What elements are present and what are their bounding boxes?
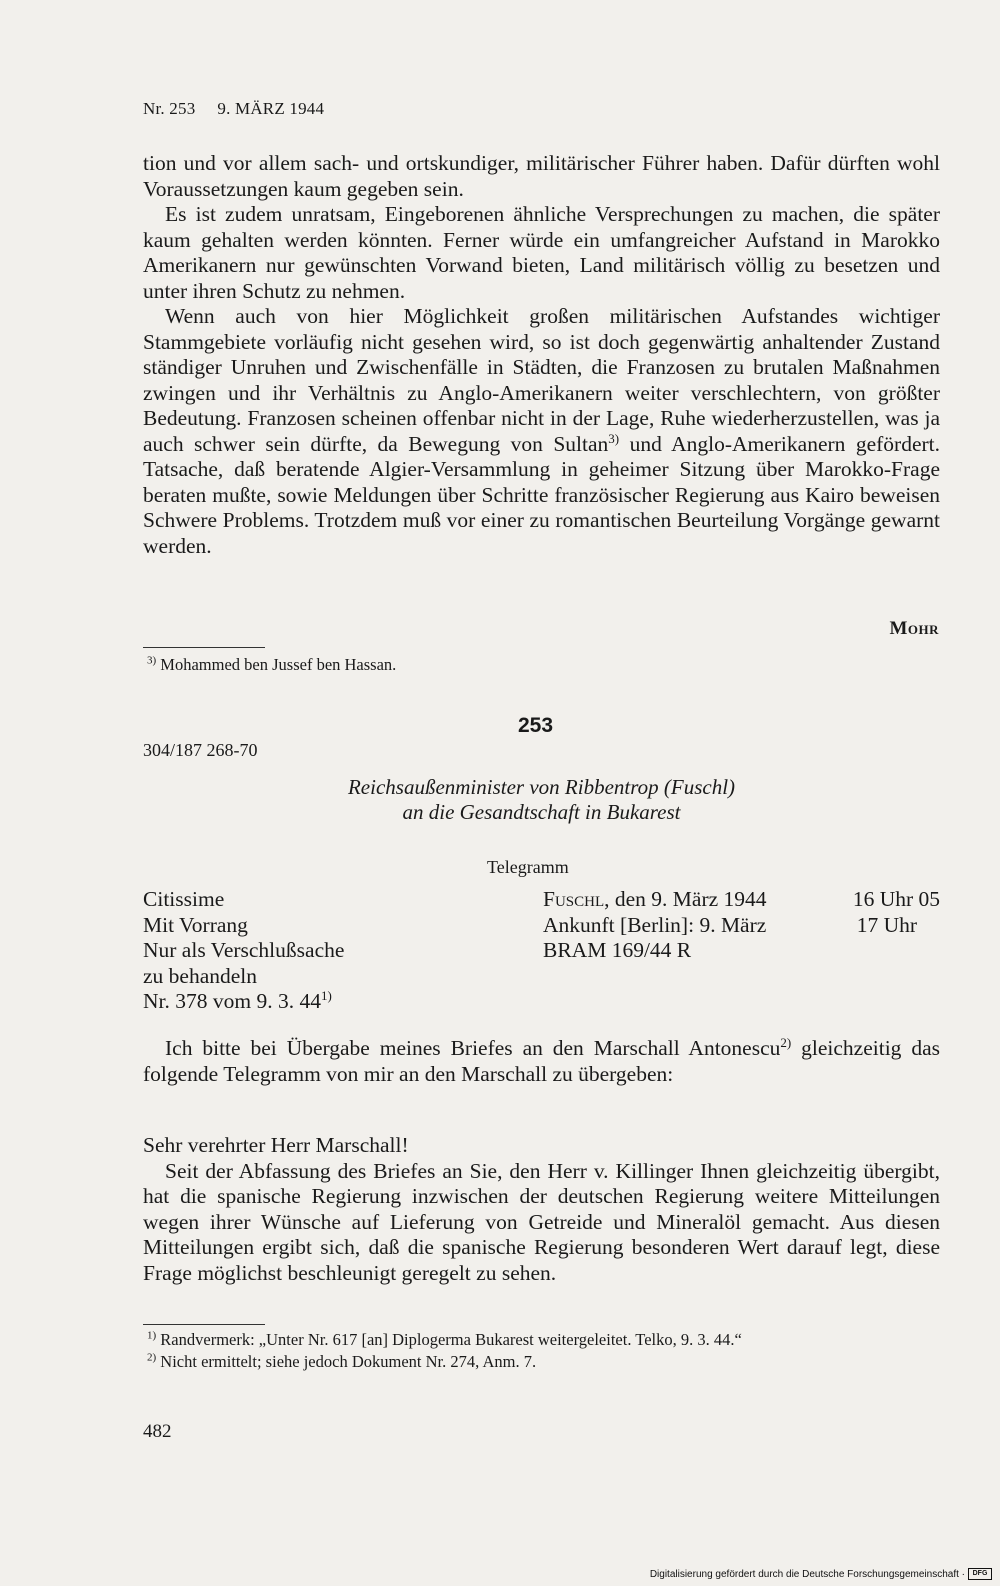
handling-line-text: Nr. 378 vom 9. 3. 44 (143, 989, 321, 1013)
paragraph-text: gleichzeitig das folgende Telegramm von mir an den Marschall zu übergeben: (143, 1036, 940, 1086)
handling-line (143, 989, 344, 1015)
page-number: 482 (143, 1421, 172, 1442)
footnote-ref: 2) (780, 1034, 792, 1050)
footnote (147, 653, 396, 676)
paragraph: tion und vor allem sach- und ortskundiger, militärischer Führer haben. Dafür dürften wohl Voraussetzungen kaum gegeben sein. (143, 151, 940, 201)
handling-instructions (143, 887, 344, 1015)
paragraph: Es ist zudem unratsam, Eingeborenen ähnliche Versprechungen zu machen, die später kaum gehalten werden könnten. Ferner würde ein umfangreicher Aufstand in Marokko Amerikanern nur gewünschten Vorwand bieten, Land militärisch völlig zu besetzen und unter ihren Schutz zu nehmen. (143, 202, 940, 303)
reference-row (543, 938, 940, 964)
document-title-line-1: Reichsaußenminister von Ribbentrop (Fuschl) (347, 775, 736, 799)
digitization-note: Digitalisierung gefördert durch die Deutsche Forschungsgemeinschaft · (649, 1568, 965, 1580)
footnote-ref: 1) (320, 987, 332, 1003)
footnote-mark: 1) (147, 1329, 157, 1342)
salutation: Sehr verehrter Herr Marschall! (143, 1133, 409, 1157)
previous-document-text (143, 151, 940, 559)
paragraph: Seit der Abfassung des Briefes an Sie, den Herr v. Killinger Ihnen gleichzeitig übergibt, hat die spanische Regierung inzwischen der deutschen Regierung weitere Mitteilungen wegen ihrer Wünsche auf Lieferung von Getreide und Mineralöl gemacht. Aus diesen Mitteilungen ergibt sich, daß die spanische Regierung besonderen Wert darauf legt, diese Frage möglichst beschleunigt geregelt zu sehen. (143, 1158, 940, 1285)
dispatch-date: , den 9. März 1944 (604, 887, 767, 911)
handling-line: Citissime (143, 887, 225, 911)
footnote-divider (143, 647, 265, 648)
running-header (143, 99, 346, 119)
paragraph (143, 1036, 940, 1087)
telegram-intro (143, 1036, 940, 1087)
footnote (147, 1328, 742, 1351)
arrival-row (543, 913, 940, 939)
dispatch-time: 16 Uhr 05 (852, 887, 940, 911)
dispatch-info (543, 887, 940, 964)
telegram-body (143, 1133, 940, 1286)
document-type: Telegramm (487, 857, 569, 877)
dispatch-reference: BRAM 169/44 R (543, 938, 692, 962)
document-number: 253 (518, 714, 554, 737)
dispatch-row (543, 887, 940, 913)
dispatch-place: Fuschl (543, 887, 605, 911)
document-title-line-2: an die Gesandtschaft in Bukarest (402, 800, 681, 824)
signature: Mohr (889, 618, 939, 639)
footnote-text: Nicht ermittelt; siehe jedoch Dokument Nr. 274, Anm. 7. (156, 1352, 537, 1371)
footnote-divider (143, 1324, 265, 1325)
header-date: 9. MÄRZ 1944 (217, 99, 325, 118)
footnote (147, 1350, 536, 1373)
footnote-mark: 2) (147, 1351, 157, 1364)
handling-line: Mit Vorrang (143, 912, 248, 937)
footnote-ref: 3) (608, 430, 620, 446)
paragraph-text: Ich bitte bei Übergabe meines Briefes an den Marschall Antonescu (165, 1036, 781, 1060)
footnote-text: Randvermerk: „Unter Nr. 617 [an] Diplogerma Bukarest weitergeleitet. Telko, 9. 3. 44.“ (156, 1330, 742, 1349)
header-doc-number: Nr. 253 (143, 99, 196, 118)
paragraph-text: Wenn auch von hier Möglichkeit großen militärischen Aufstandes wichtiger Stammgebiete vorläufig nicht gesehen wird, so ist doch gegenwärtig anhaltender Zustand ständiger Unruhen und Zwischenfälle in Städten, die Franzosen zu brutalen Maßnahmen zwingen und ihr Verhältnis zu Anglo-Amerikanern weiter verschlechtern, von größter Bedeutung. Franzosen scheinen offenbar nicht in der Lage, Ruhe wiederherzustellen, was ja auch schwer sein dürfte, da Bewegung von Sultan (143, 304, 940, 456)
paragraph-text: und Anglo-Amerikanern gefördert. Tatsache, daß beratende Algier-Versammlung in geheimer Sitzung über Marokko-Frage beraten mußte, sowie Meldungen über Schritte französischer Regierung aus Kairo beweisen Schwere Problems. Trotzdem muß vor einer zu romantischen Beurteilung Vorgänge gewarnt werden. (143, 431, 940, 558)
dfg-logo-icon: DFG (968, 1568, 992, 1580)
arrival-info: Ankunft [Berlin]: 9. März (543, 912, 767, 937)
footnote-text: Mohammed ben Jussef ben Hassan. (156, 655, 397, 674)
handling-line: Nur als Verschlußsache (143, 938, 345, 962)
footnote-mark: 3) (147, 654, 157, 667)
handling-line: zu behandeln (143, 963, 258, 988)
file-reference: 304/187 268-70 (143, 740, 258, 760)
paragraph (143, 304, 940, 559)
arrival-time: 17 Uhr (856, 912, 917, 937)
digitization-stamp (650, 1568, 992, 1580)
